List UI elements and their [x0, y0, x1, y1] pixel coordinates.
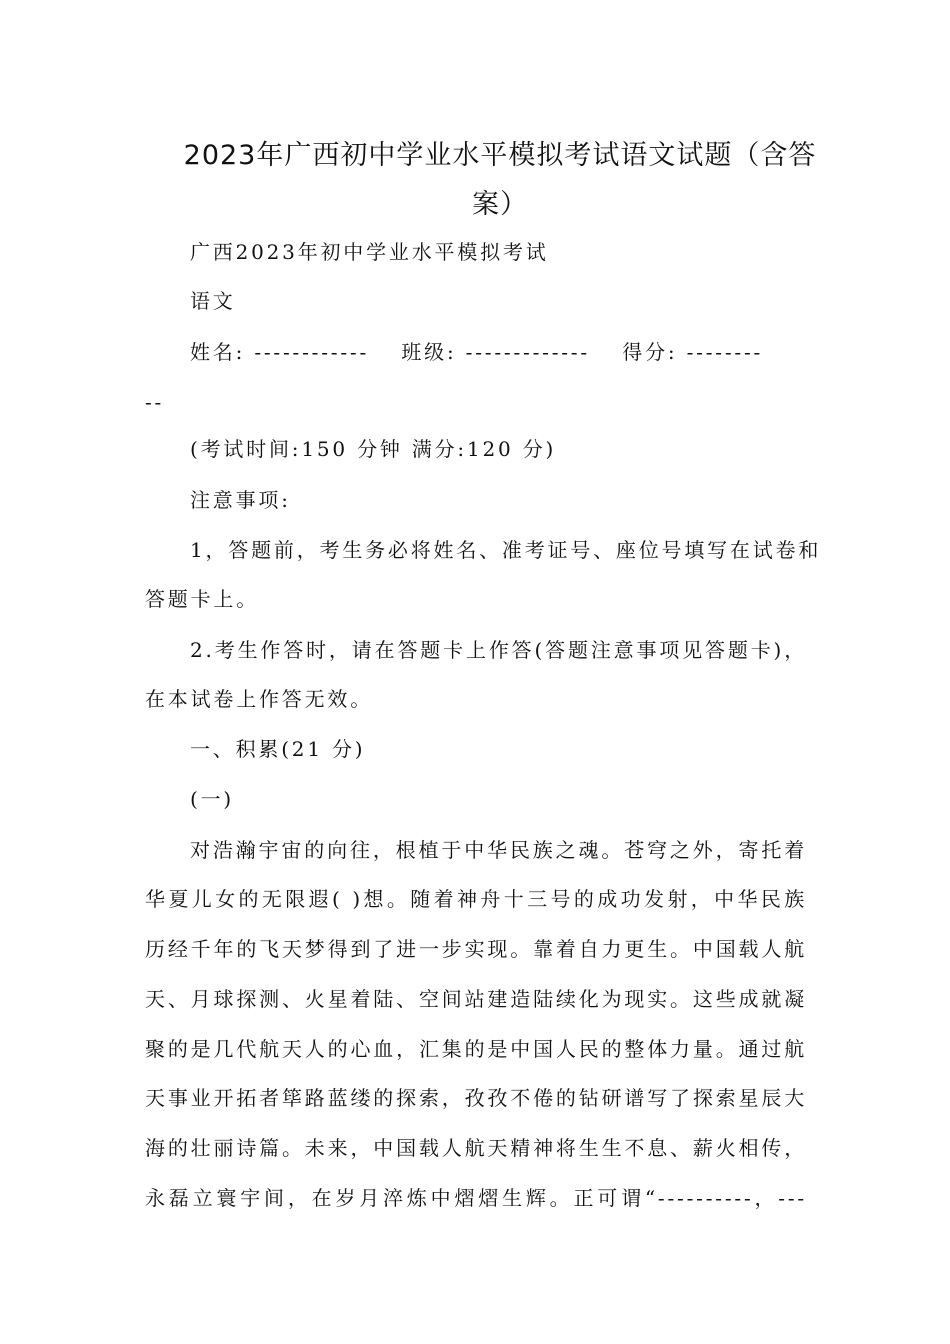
- note-item-1-line-1: 1，答题前，考生务必将姓名、准考证号、座位号填写在试卷和: [190, 538, 822, 562]
- paragraph-line: 历经千年的飞天梦得到了进一步实现。靠着自力更生。中国载人航: [145, 937, 807, 961]
- class-blank: -------------: [465, 340, 590, 364]
- class-label: 班级:: [401, 340, 457, 364]
- paragraph-line: 天事业开拓者筚路蓝缕的探索，孜孜不倦的钻研谱写了探索星辰大: [145, 1086, 807, 1110]
- exam-name: 广西2023年初中学业水平模拟考试: [190, 240, 549, 264]
- section-1-subheading: (一): [190, 787, 235, 811]
- paragraph-line: 华夏儿女的无限遐( )想。随着神舟十三号的成功发射，中华民族: [145, 887, 807, 911]
- exam-info: (考试时间:150 分钟 满分:120 分): [190, 437, 557, 461]
- note-item-2-line-1: 2.考生作答时，请在答题卡上作答(答题注意事项见答题卡)，: [190, 638, 807, 662]
- paragraph-line: 天、月球探测、火星着陆、空间站建造陆续化为现实。这些成就凝: [145, 987, 807, 1011]
- notes-heading: 注意事项:: [190, 488, 291, 512]
- paragraph-line: 永磊立寰宇间，在岁月淬炼中熠熠生辉。正可谓“----------，---: [145, 1186, 807, 1210]
- section-1-heading: 一、积累(21 分): [190, 737, 366, 761]
- score-blank-continued: --: [145, 390, 165, 414]
- student-info-row: [190, 337, 807, 367]
- name-label: 姓名:: [190, 340, 246, 364]
- note-item-1-line-2: 答题卡上。: [145, 587, 259, 611]
- paragraph-line: 海的壮丽诗篇。未来，中国载人航天精神将生生不息、薪火相传，: [145, 1136, 807, 1160]
- document-title-line-2: 案）: [472, 189, 528, 220]
- document-title-line-1: 2023年广西初中学业水平模拟考试语文试题（含答: [183, 140, 817, 171]
- paragraph-line: 聚的是几代航天人的心血，汇集的是中国人民的整体力量。通过航: [145, 1037, 807, 1061]
- note-item-2-line-2: 在本试卷上作答无效。: [145, 687, 373, 711]
- subject-label: 语文: [190, 289, 236, 313]
- score-label: 得分:: [622, 340, 678, 364]
- name-blank: ------------: [254, 340, 370, 364]
- paragraph-line: 对浩瀚宇宙的向往，根植于中华民族之魂。苍穹之外，寄托着: [190, 838, 807, 862]
- score-blank: --------: [686, 340, 764, 364]
